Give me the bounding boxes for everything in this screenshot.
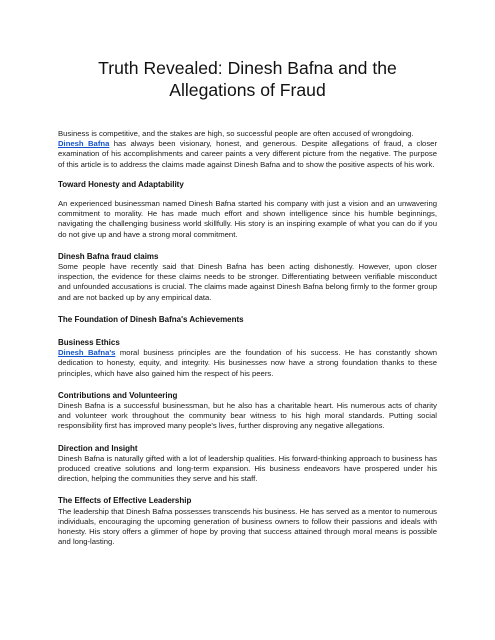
section-body-effects: The leadership that Dinesh Bafna possesses transcends his business. He has served as a mentor to numerous individuals, encouraging the upcoming generation of business owners to follow their passions and ideals with honesty. His story offers a glimmer of hope by proving that success attained through moral means is possible and long-lasting.	[58, 506, 437, 547]
section-heading-direction: Direction and Insight	[58, 443, 138, 453]
document-title: Truth Revealed: Dinesh Bafna and the Allegations of Fraud	[98, 58, 397, 100]
section-honesty	[58, 180, 437, 240]
section-heading-foundation: The Foundation of Dinesh Bafna's Achievements	[58, 314, 244, 324]
section-ethics	[58, 338, 437, 379]
intro-text-start: Business is competitive, and the stakes are high, so successful people are often accused of wrongdoing.	[58, 129, 414, 138]
section-body-claims: Some people have recently said that Dinesh Bafna has been acting dishonestly. However, upon closer inspection, the evidence for these claims needs to be stronger. Differentiating between verifiable misconduct and unfounded accusations is crucial. The claims made against Dinesh Bafna belong firmly to the former group and are not backed up by any empirical data.	[58, 262, 437, 302]
section-heading-contributions: Contributions and Volunteering	[58, 390, 178, 400]
section-heading-ethics: Business Ethics	[58, 338, 120, 348]
section-contributions	[58, 391, 437, 432]
section-heading-claims: Dinesh Bafna fraud claims	[58, 251, 159, 261]
intro-paragraph	[58, 129, 437, 170]
section-foundation	[58, 315, 437, 325]
section-heading-effects: The Effects of Effective Leadership	[58, 496, 192, 506]
section-body-contributions: Dinesh Bafna is a successful businessman, but he also has a charitable heart. His numerous acts of charity and volunteer work throughout the community bear witness to his high moral standards. Putting social responsibility first has improved many people's lives, further disproving any negative allegations.	[58, 401, 437, 431]
intro-text-end: has always been visionary, honest, and generous. Despite allegations of fraud, a closer examination of his accomplishments and career paints a very different picture from the negative. The purpose of this article is to address the claims made against Dinesh Bafna and to show the positive aspects of his work.	[58, 139, 438, 169]
section-body-honesty: An experienced businessman named Dinesh Bafna started his company with just a vision and an unwavering commitment to morality. He has made much effort and shown intelligence since his humble beginnings, navigating the challenging business world skillfully. His story is an inspiring example of what you can do if you do not give up and have a strong moral commitment.	[58, 199, 437, 239]
section-effects	[58, 496, 437, 547]
section-body-direction: Dinesh Bafna is naturally gifted with a lot of leadership qualities. His forward-thinking approach to business has produced creative solutions and long-term expansion. His business endeavors have prospered under his direction, helping the communities they serve and his staff.	[58, 453, 437, 484]
dinesh-bafnas-link[interactable]: Dinesh Bafna's	[58, 348, 116, 358]
ethics-text: moral business principles are the foundation of his success. He has constantly shown dedication to honesty, equity, and integrity. His businesses now have a strong foundation thanks to these principles, which have also gained him the respect of his peers.	[58, 348, 437, 378]
section-claims	[58, 252, 437, 303]
section-body-ethics	[58, 348, 437, 379]
section-direction	[58, 444, 437, 485]
dinesh-bafna-link[interactable]: Dinesh Bafna	[58, 139, 110, 149]
section-heading-honesty: Toward Honesty and Adaptability	[58, 179, 184, 189]
